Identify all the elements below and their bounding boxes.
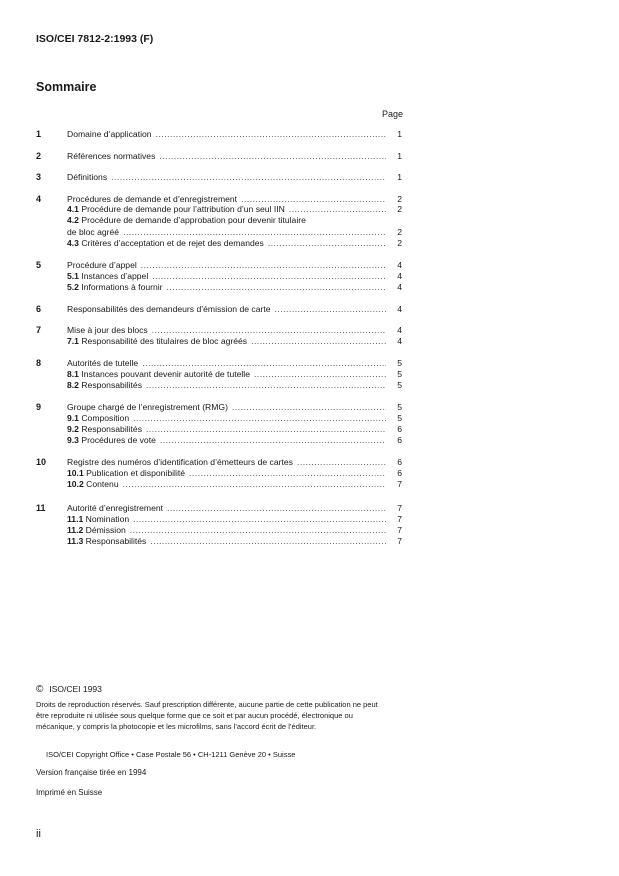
- toc-section-number: 10: [36, 457, 47, 467]
- toc-entry-title: Registre des numéros d’identification d’émetteurs de cartes: [67, 457, 293, 467]
- toc-entry-page: 1: [397, 129, 402, 139]
- toc-entry-page: 6: [397, 424, 402, 434]
- toc-subsection-number: 9.1: [67, 413, 79, 423]
- version-note: Version française tirée en 1994: [36, 768, 147, 777]
- toc-section-number: 6: [36, 304, 42, 314]
- toc-entry-title: Publication et disponibilité: [86, 468, 186, 478]
- toc-entry[interactable]: [67, 304, 402, 316]
- toc-entry-page: 2: [397, 194, 402, 204]
- toc-entry-title: Responsabilités: [81, 380, 143, 390]
- toc-entry-title: Informations à fournir: [81, 282, 163, 292]
- toc-section-number: 3: [36, 172, 42, 182]
- toc-entry-title: Procédure de demande pour l’attribution d’un seul IIN: [81, 204, 285, 214]
- toc-subentry[interactable]: [67, 380, 402, 392]
- toc-entry-title: Composition: [81, 413, 130, 423]
- toc-entry-page: 5: [397, 358, 402, 368]
- toc-subsection-number: 7.1: [67, 336, 79, 346]
- toc-section-number: 7: [36, 325, 42, 335]
- toc-entry-title: Procédures de demande et d’enregistrement: [67, 194, 238, 204]
- page-column-label: Page: [382, 109, 404, 119]
- toc-entry-page: 7: [397, 514, 402, 524]
- toc-entry-title: Responsabilités: [85, 536, 147, 546]
- toc-entry-page: 5: [397, 380, 402, 390]
- toc-subsection-number: 10.2: [67, 479, 84, 489]
- toc-subentry[interactable]: [67, 336, 402, 348]
- toc-subsection-number: 9.2: [67, 424, 79, 434]
- toc-section-number: 1: [36, 129, 42, 139]
- toc-entry-title: Mise à jour des blocs: [67, 325, 148, 335]
- toc-entry-page: 6: [397, 468, 402, 478]
- toc-entry[interactable]: [67, 151, 402, 163]
- toc-entry-page: 5: [397, 402, 402, 412]
- toc-entry-page: 7: [397, 479, 402, 489]
- toc-entry-title: Groupe chargé de l’enregistrement (RMG): [67, 402, 228, 412]
- toc-entry-title: Démission: [85, 525, 126, 535]
- toc-subentry[interactable]: [67, 435, 402, 447]
- toc-entry-page: 7: [397, 525, 402, 535]
- toc-entry-page: 1: [397, 151, 402, 161]
- toc-entry-page: 2: [397, 204, 402, 214]
- toc-entry-page: 5: [397, 413, 402, 423]
- toc-entry-title: Responsabilité des titulaires de bloc agréés: [81, 336, 248, 346]
- toc-subentry[interactable]: [67, 479, 402, 491]
- toc-entry-page: 7: [397, 503, 402, 513]
- toc-entry-page: 4: [397, 271, 402, 281]
- document-header: ISO/CEI 7812-2:1993 (F): [36, 33, 154, 45]
- toc-subsection-number: 4.3: [67, 238, 79, 248]
- toc-entry-title: Autorité d’enregistrement: [67, 503, 164, 513]
- toc-entry-title: Instances pouvant devenir autorité de tutelle: [81, 369, 250, 379]
- toc-subsection-number: 8.2: [67, 380, 79, 390]
- toc-section-number: 11: [36, 503, 46, 513]
- toc-title: Sommaire: [36, 80, 97, 94]
- toc-entry-page: 6: [397, 435, 402, 445]
- toc-section-number: 5: [36, 260, 42, 270]
- copyright-text: ISO/CEI 1993: [49, 684, 102, 694]
- copyright-office-address: ISO/CEI Copyright Office • Case Postale 56 • CH-1211 Genève 20 • Suisse: [46, 750, 296, 759]
- toc-entry-title: Instances d’appel: [81, 271, 149, 281]
- toc-entry-page: 6: [397, 457, 402, 467]
- printed-note: Imprimé en Suisse: [36, 788, 103, 797]
- toc-subentry[interactable]: [67, 238, 402, 250]
- toc-subsection-number: 10.1: [67, 468, 84, 478]
- toc-entry-page: 4: [397, 325, 402, 335]
- toc-entry-title: Procédure d’appel: [67, 260, 137, 270]
- copyright-symbol: ©: [36, 684, 44, 695]
- toc-section-number: 4: [36, 194, 42, 204]
- toc-subsection-number: 4.1: [67, 204, 79, 214]
- toc-section-number: 9: [36, 402, 42, 412]
- toc-subsection-number: 11.3: [67, 536, 84, 546]
- toc-entry-page: 4: [397, 336, 402, 346]
- toc-entry-page: 4: [397, 304, 402, 314]
- toc-subentry[interactable]: [67, 282, 402, 294]
- toc-entry[interactable]: [67, 129, 402, 141]
- toc-entry-title: Contenu: [86, 479, 119, 489]
- toc-entry-page: 2: [397, 238, 402, 248]
- toc-entry-title: Références normatives: [67, 151, 156, 161]
- toc-subsection-number: 9.3: [67, 435, 79, 445]
- toc-entry-title: Critères d’acceptation et de rejet des demandes: [81, 238, 264, 248]
- toc-entry-title: Autorités de tutelle: [67, 358, 139, 368]
- toc-entry-title: Définitions: [67, 172, 108, 182]
- toc-entry-title-continued: de bloc agréé: [67, 227, 120, 237]
- toc-entry-title: Nomination: [85, 514, 130, 524]
- toc-entry-page: 1: [397, 172, 402, 182]
- toc-subentry[interactable]: [67, 536, 402, 548]
- page-number: ii: [36, 828, 41, 840]
- toc-entry-title: Responsabilités: [81, 424, 143, 434]
- toc-subsection-number: 11.1: [67, 514, 84, 524]
- toc-entry-title: Responsabilités des demandeurs d’émission de carte: [67, 304, 271, 314]
- toc-entry-page: 2: [397, 227, 402, 237]
- toc-entry-title: Domaine d’application: [67, 129, 152, 139]
- toc-section-number: 2: [36, 151, 42, 161]
- rights-notice: Droits de reproduction réservés. Sauf prescription différente, aucune partie de cette publication ne peut être reproduite ni utilisée sous quelque forme que ce soit et par aucun procédé, électronique ou mécanique, y compris la photocopie et les microfilms, sans l’accord écrit de l’éditeur.: [36, 700, 378, 731]
- toc-subsection-number: 5.2: [67, 282, 79, 292]
- toc-subsection-number: 11.2: [67, 525, 84, 535]
- toc-entry-title: Procédures de vote: [81, 435, 156, 445]
- toc-subentry-line1[interactable]: [67, 215, 306, 225]
- toc-entry[interactable]: [67, 172, 402, 184]
- toc-subsection-number: 8.1: [67, 369, 79, 379]
- toc-subsection-number: 5.1: [67, 271, 79, 281]
- toc-entry-page: 7: [397, 536, 402, 546]
- toc-entry-page: 5: [397, 369, 402, 379]
- toc-section-number: 8: [36, 358, 42, 368]
- copyright-line: [36, 684, 102, 695]
- toc-subsection-number: 4.2: [67, 215, 79, 225]
- toc-entry-page: 4: [397, 282, 402, 292]
- toc-entry-page: 4: [397, 260, 402, 270]
- toc-entry-title: Procédure de demande d’approbation pour devenir titulaire: [81, 215, 306, 225]
